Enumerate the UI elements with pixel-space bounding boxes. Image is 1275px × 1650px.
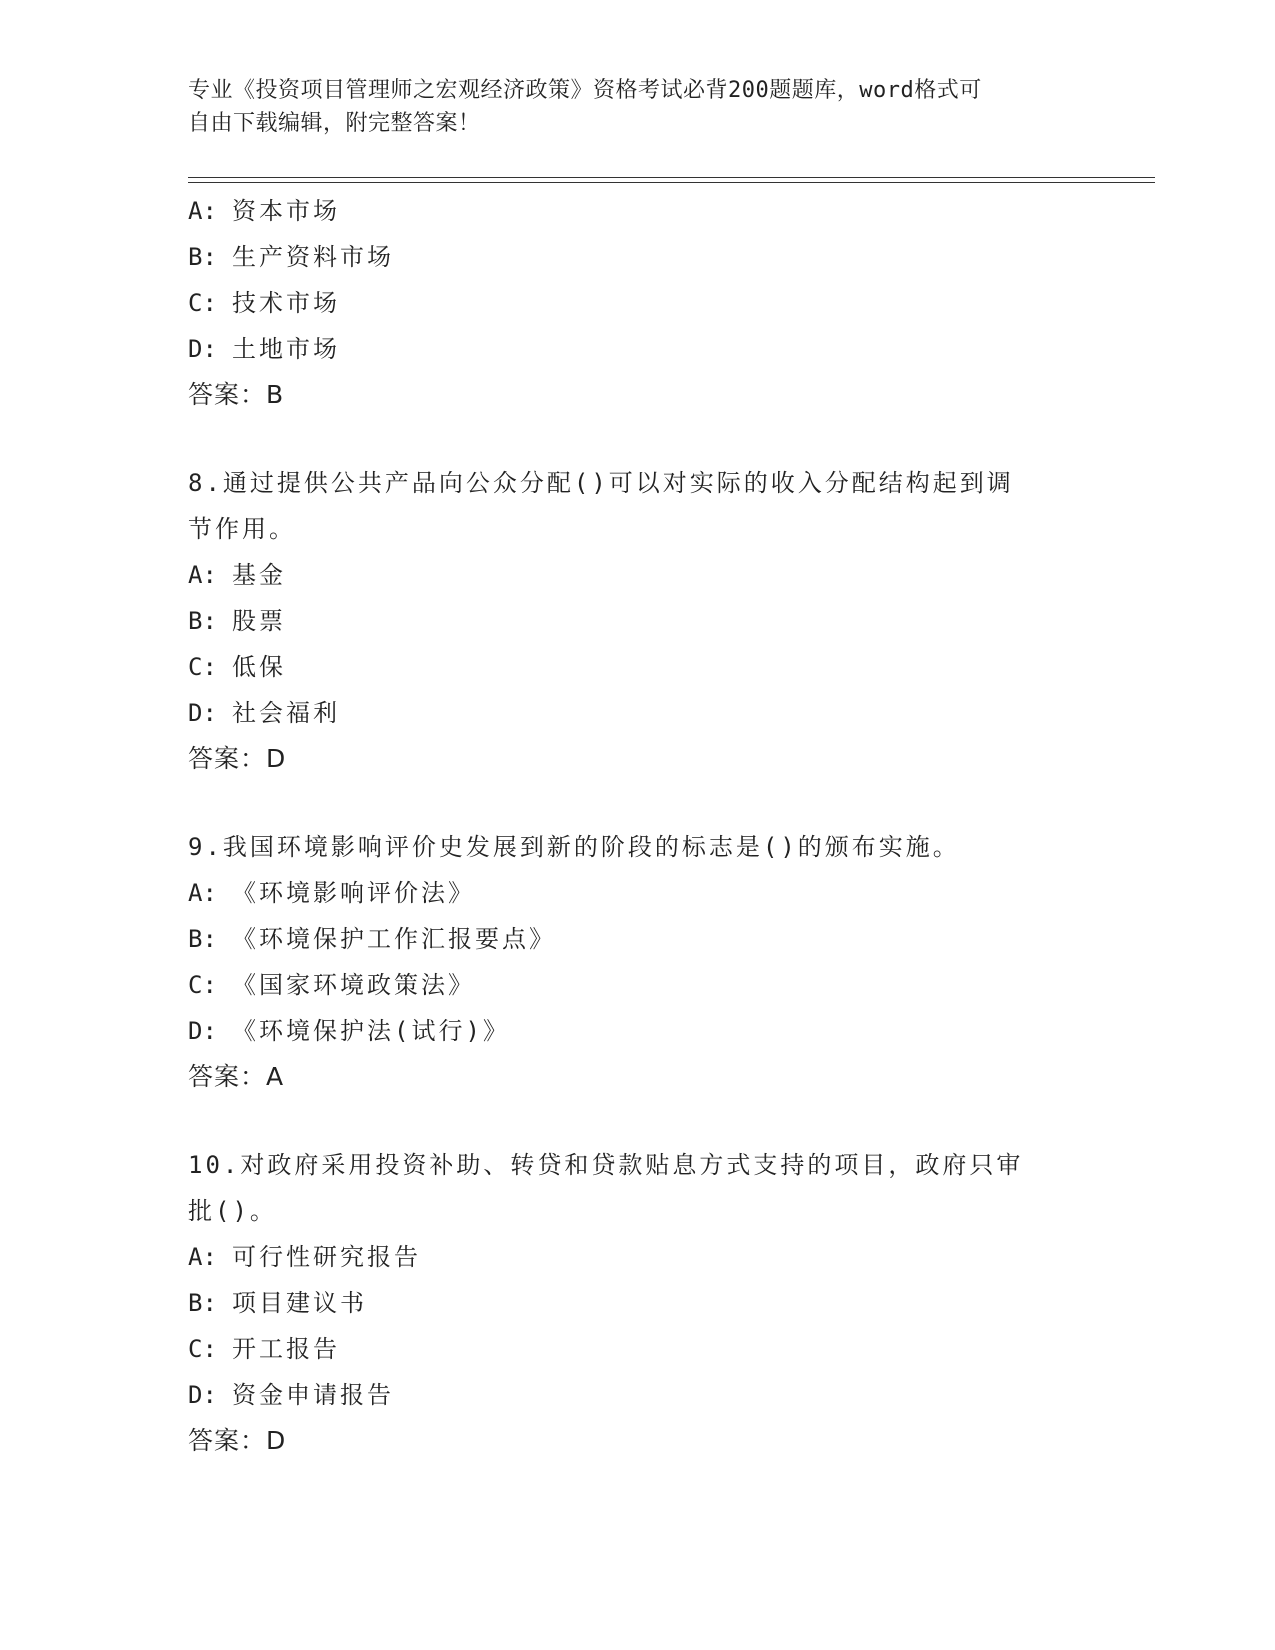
question-block-9 xyxy=(188,824,1088,1100)
option-text: 技术市场 xyxy=(232,289,340,317)
option-letter: A: xyxy=(188,197,217,225)
option-text: 可行性研究报告 xyxy=(232,1243,421,1271)
option-b xyxy=(188,234,1088,280)
option-b xyxy=(188,916,1088,962)
option-letter: D: xyxy=(188,1381,217,1409)
question-list xyxy=(188,188,1088,1464)
option-a xyxy=(188,552,1088,598)
option-c xyxy=(188,644,1088,690)
option-text: 资金申请报告 xyxy=(232,1381,394,1409)
question-text-line-2: 节作用。 xyxy=(188,515,296,543)
option-letter: D: xyxy=(188,335,217,363)
header-divider-top xyxy=(188,177,1155,178)
question-block-10 xyxy=(188,1142,1088,1464)
question-text-line-1: 9.我国环境影响评价史发展到新的阶段的标志是()的颁布实施。 xyxy=(188,833,960,861)
answer-label: 答案：D xyxy=(188,744,287,773)
option-text: 资本市场 xyxy=(232,197,340,225)
option-letter: B: xyxy=(188,607,217,635)
option-d xyxy=(188,1372,1088,1418)
option-d xyxy=(188,690,1088,736)
option-b xyxy=(188,598,1088,644)
document-header xyxy=(188,74,1088,140)
option-letter: C: xyxy=(188,289,217,317)
option-b xyxy=(188,1280,1088,1326)
answer-label: 答案：D xyxy=(188,1426,287,1455)
question-block-7 xyxy=(188,188,1088,418)
question-text-line-1: 10.对政府采用投资补助、转贷和贷款贴息方式支持的项目，政府只审 xyxy=(188,1151,1024,1179)
option-text: 基金 xyxy=(232,561,286,589)
option-text: 低保 xyxy=(232,653,286,681)
header-title-line-2: 自由下载编辑，附完整答案！ xyxy=(188,111,481,136)
option-letter: B: xyxy=(188,1289,217,1317)
option-text: 项目建议书 xyxy=(232,1289,367,1317)
option-a xyxy=(188,1234,1088,1280)
question-text-line-2: 批()。 xyxy=(188,1197,277,1225)
option-d xyxy=(188,326,1088,372)
spacer xyxy=(188,782,1088,824)
option-c xyxy=(188,1326,1088,1372)
answer-label: 答案：A xyxy=(188,1062,285,1091)
question-text-line-1: 8.通过提供公共产品向公众分配()可以对实际的收入分配结构起到调 xyxy=(188,469,1014,497)
option-c xyxy=(188,962,1088,1008)
header-divider-bottom xyxy=(188,182,1155,183)
option-text: 《国家环境政策法》 xyxy=(232,971,475,999)
option-a xyxy=(188,870,1088,916)
option-a xyxy=(188,188,1088,234)
option-text: 《环境保护工作汇报要点》 xyxy=(232,925,556,953)
option-letter: C: xyxy=(188,1335,217,1363)
option-text: 《环境影响评价法》 xyxy=(232,879,475,907)
option-letter: D: xyxy=(188,699,217,727)
option-text: 《环境保护法(试行)》 xyxy=(232,1017,510,1045)
option-text: 社会福利 xyxy=(232,699,340,727)
option-letter: B: xyxy=(188,925,217,953)
option-letter: A: xyxy=(188,561,217,589)
option-text: 股票 xyxy=(232,607,286,635)
spacer xyxy=(188,418,1088,460)
header-title-line-1: 专业《投资项目管理师之宏观经济政策》资格考试必背200题题库，word格式可 xyxy=(188,78,982,103)
option-letter: C: xyxy=(188,971,217,999)
option-c xyxy=(188,280,1088,326)
spacer xyxy=(188,1100,1088,1142)
option-text: 开工报告 xyxy=(232,1335,340,1363)
question-block-8 xyxy=(188,460,1088,782)
option-text: 生产资料市场 xyxy=(232,243,394,271)
option-letter: A: xyxy=(188,1243,217,1271)
option-letter: C: xyxy=(188,653,217,681)
answer-label: 答案：B xyxy=(188,380,285,409)
option-text: 土地市场 xyxy=(232,335,340,363)
option-letter: A: xyxy=(188,879,217,907)
option-letter: D: xyxy=(188,1017,217,1045)
option-letter: B: xyxy=(188,243,217,271)
option-d xyxy=(188,1008,1088,1054)
